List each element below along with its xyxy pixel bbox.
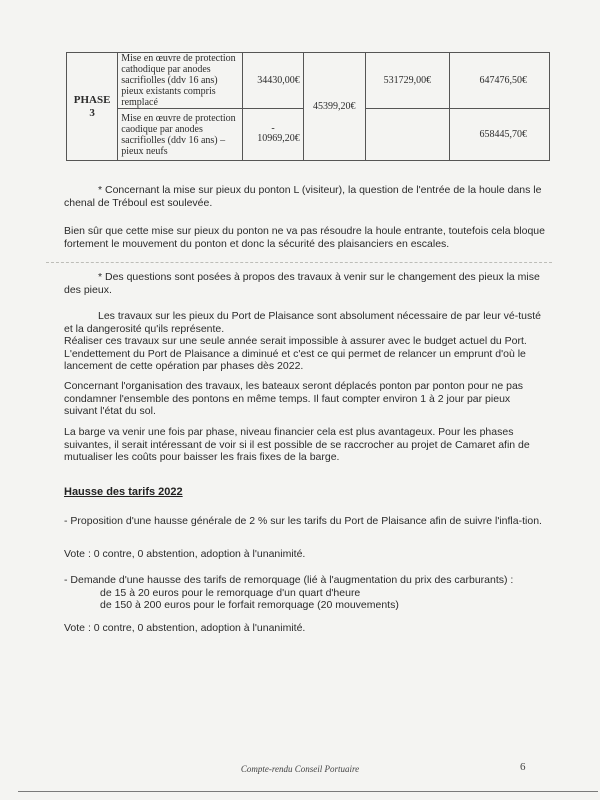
row2-description: Mise en œuvre de protection caodique par anodes sacrifiolles (ddv 16 ans) – pieux neufs [118, 109, 243, 161]
paragraph-travaux-line2: Réaliser ces travaux sur une seule année serait impossible à assurer avec le budget actuel du Port. L'endettement du Port de Plaisance a diminué et c'est ce qui permet de relancer un emprunt d'où le lancement de cette opération par phases dès 2022. [64, 335, 527, 372]
row1-description: Mise en œuvre de protection cathodique par anodes sacrifiolles (ddv 16 ans) pieux existants compris remplacé [118, 53, 243, 109]
item-remorquage-text: - Demande d'une hausse des tarifs de remorquage (lié à l'augmentation du prix des carburants) : [64, 574, 514, 586]
row2-amount: 10969,20€ [257, 133, 300, 144]
section-heading: Hausse des tarifs 2022 [64, 486, 183, 498]
vote-1: Vote : 0 contre, 0 abstention, adoption à l'unanimité. [64, 548, 306, 560]
vote-2: Vote : 0 contre, 0 abstention, adoption à l'unanimité. [64, 622, 306, 634]
row2-grand-total: 658445,70€ [450, 109, 550, 161]
row2-amount-cell [243, 109, 303, 161]
phase-number: 3 [89, 106, 95, 119]
paragraph-ponton-l: * Concernant la mise sur pieux du ponton L (visiteur), la question de l'entrée de la houle dans le chenal de Tréboul est soulevée. [64, 184, 542, 209]
paragraph-barge: La barge va venir une fois par phase, niveau financier cela est plus avantageux. Pour les phases suivantes, il serait intéressant de voir si il est possible de se raccrocher au projet de Camaret afin de mutualiser les coûts pour baisser les frais fixes de la barge. [64, 426, 530, 463]
item-remorquage-sub1: de 15 à 20 euros pour le remorquage d'un quart d'heure [100, 586, 361, 599]
phase-3-table [66, 52, 550, 161]
item-remorquage-sub2: de 150 à 200 euros pour le forfait remorquage (20 mouvements) [100, 599, 399, 611]
phase-cell [67, 53, 118, 161]
phase-label: PHASE [73, 93, 111, 106]
item-hausse-generale: - Proposition d'une hausse générale de 2 % sur les tarifs du Port de Plaisance afin de suivre l'infla-tion. [64, 515, 542, 527]
footer-title: Compte-rendu Conseil Portuaire [240, 764, 360, 774]
paragraph-houle: Bien sûr que cette mise sur pieux du ponton ne va pas résoudre la houle entrante, toutefois cela bloque fortement le mouvement du ponton et donc la sécurité des plaisanciers en escales. [64, 225, 545, 250]
bottom-rule [18, 791, 598, 792]
divider [46, 262, 552, 263]
row2-cumulative [365, 109, 449, 161]
item-remorquage [64, 574, 546, 612]
paragraph-organisation: Concernant l'organisation des travaux, les bateaux seront déplacés ponton par ponton pour ne pas condamner l'ensemble des pontons en même temps. Il faut compter environ 1 à 2 jour par pieux suivant l'état du sol. [64, 380, 524, 417]
row1-grand-total: 647476,50€ [450, 53, 550, 109]
page-number: 6 [520, 761, 526, 773]
paragraph-questions: * Des questions sont posées à propos des travaux à venir sur le changement des pieux la mise des pieux. [64, 271, 540, 296]
table-row [67, 53, 550, 109]
row1-amount: 34430,00€ [243, 53, 303, 109]
row1-cumulative: 531729,00€ [365, 53, 449, 109]
row2-dash: - [271, 123, 275, 134]
phase-total: 45399,20€ [303, 53, 365, 161]
paragraph-travaux-line1: Les travaux sur les pieux du Port de Plaisance sont absolument nécessaire de par leur vé-tusté et la dangerosité qu'ils représente. [64, 310, 541, 335]
